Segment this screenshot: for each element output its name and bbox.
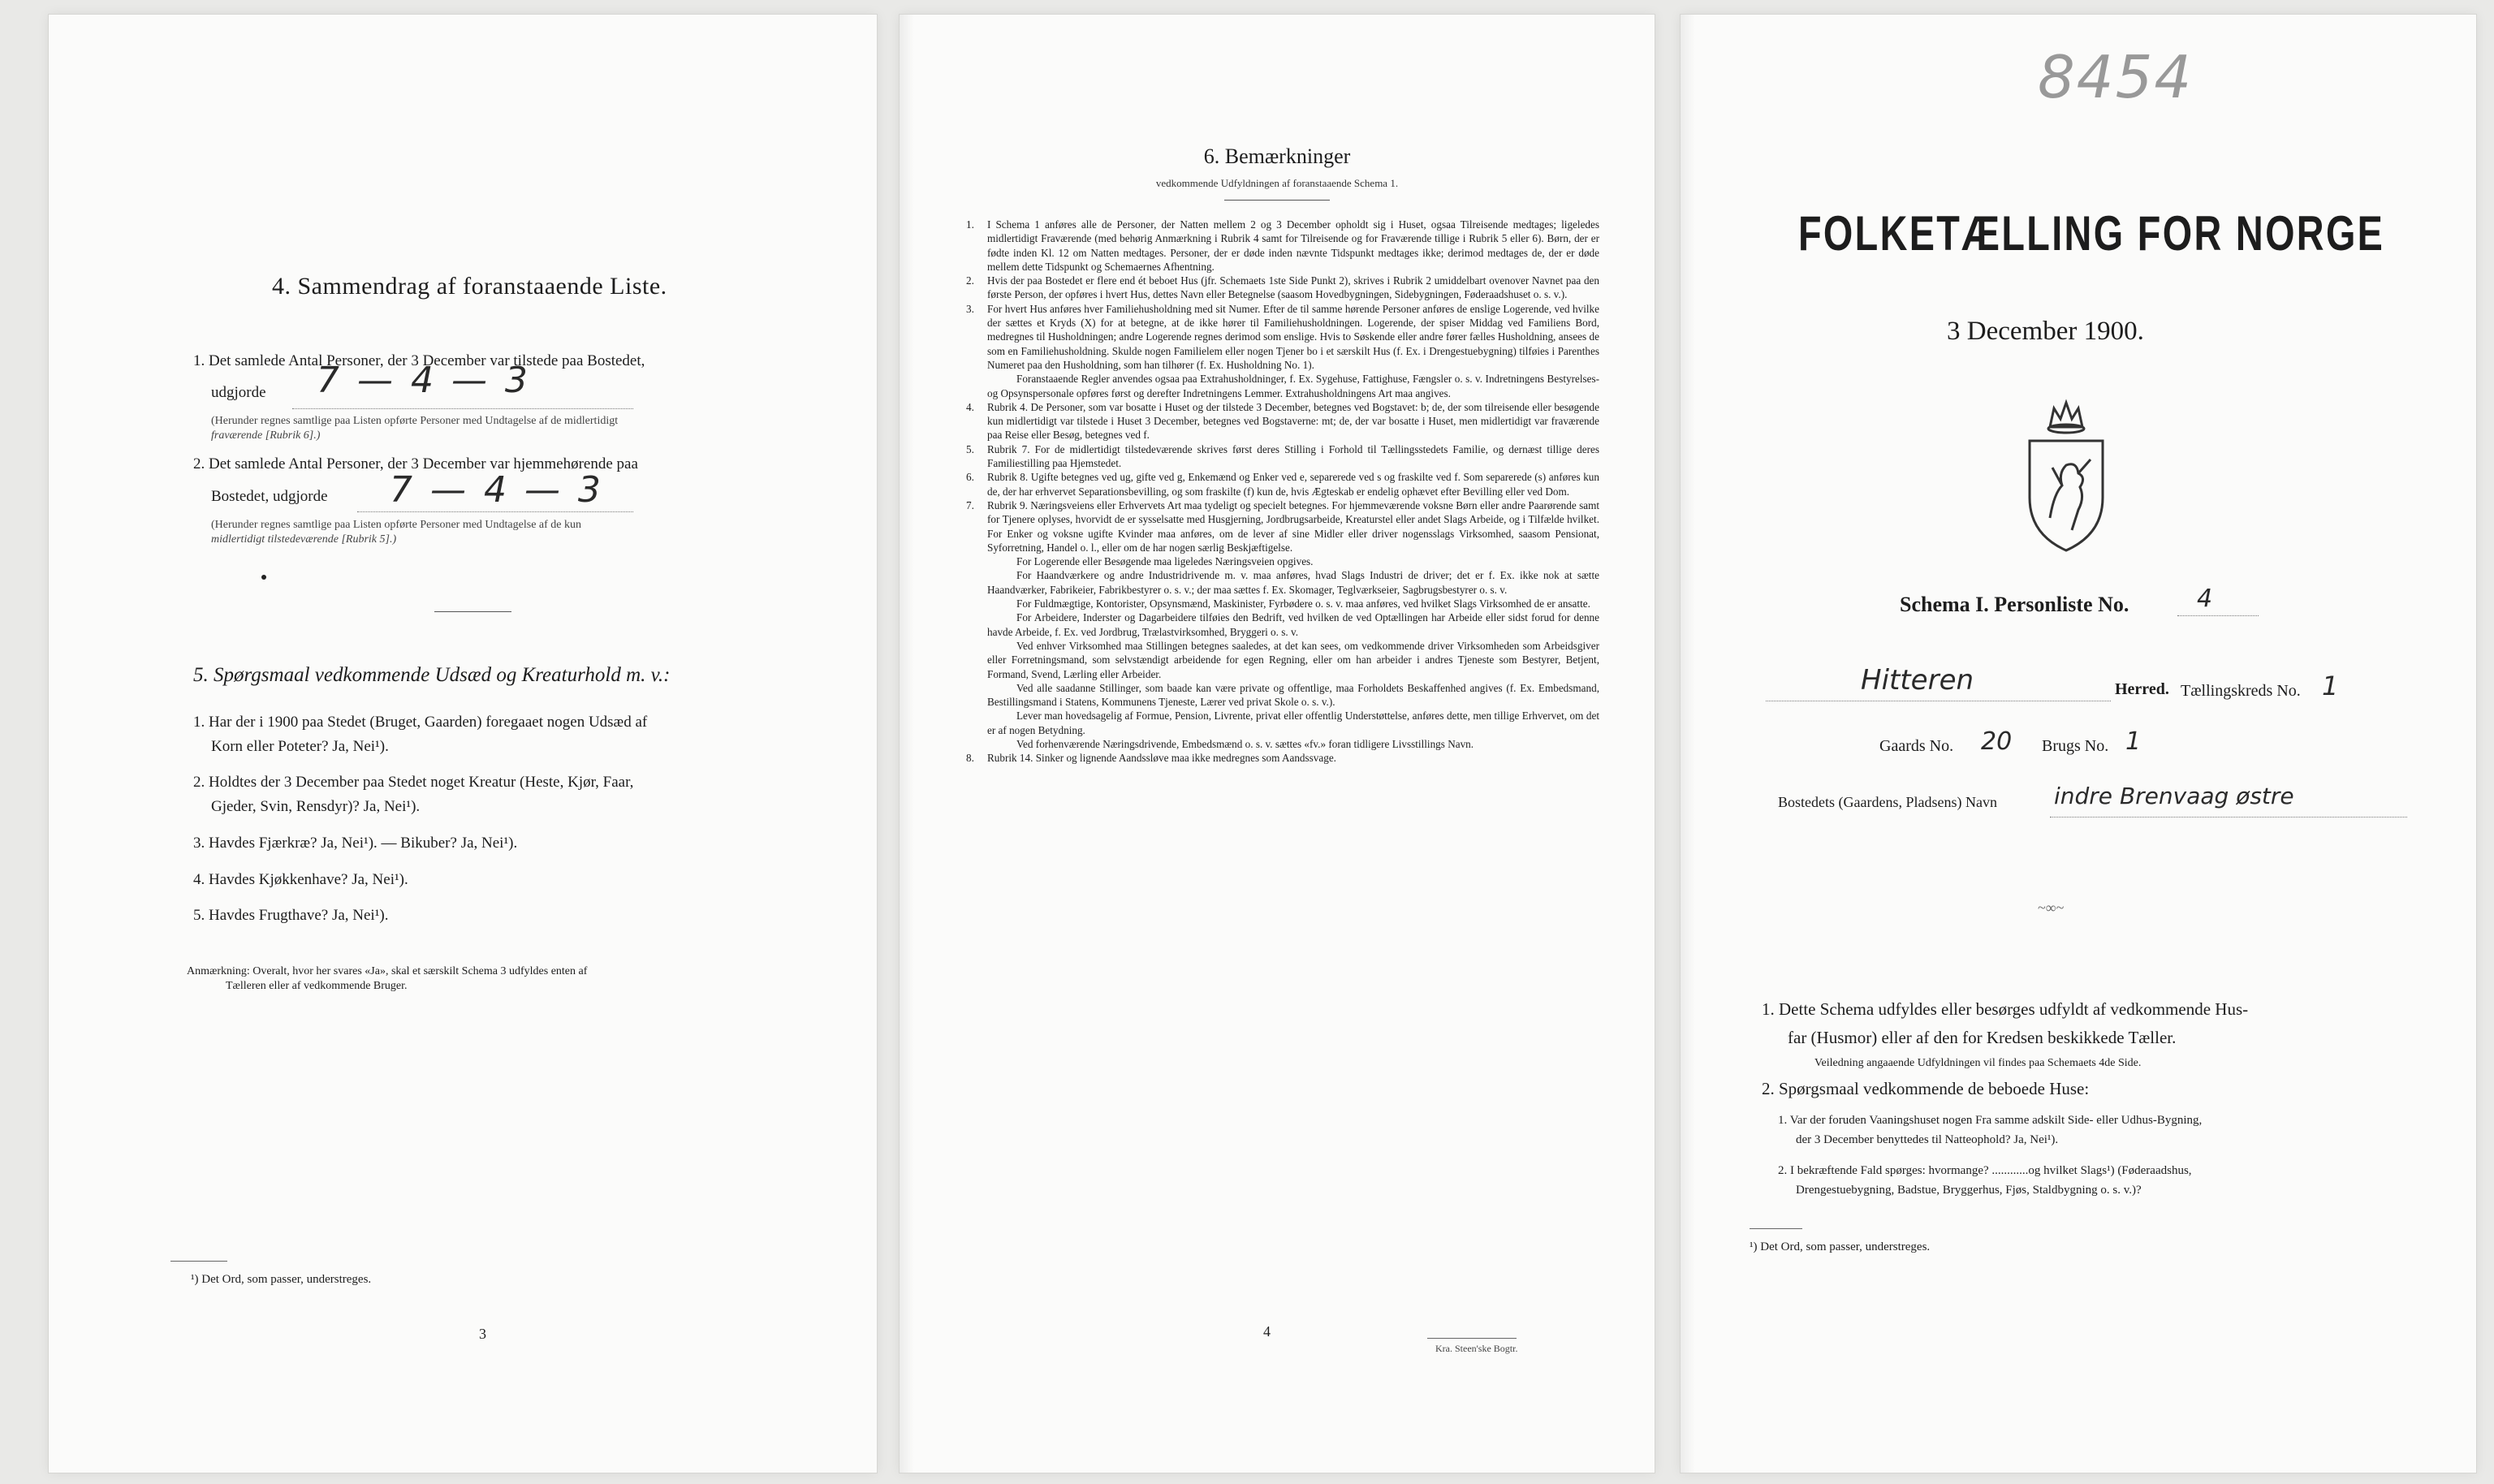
remark-text: For Logerende eller Besøgende maa ligeledes Næringsveien opgives.: [1016, 555, 1314, 568]
section-4-title: 4. Sammendrag af foranstaaende Liste.: [272, 273, 667, 300]
instruction-1a: 1. Dette Schema udfyldes eller besørges udfyldt af vedkommende Hus-: [1762, 999, 2249, 1019]
q2-line2: Bostedet, udgjorde: [211, 488, 328, 505]
remark-item: [966, 639, 1599, 681]
remark-text: For Arbeidere, Inderster og Dagarbeidere tilføies den Bedrift, ved hvilken de ved Optællingen har Arbeide eller sidst forud for denne havde Arbeide, f. Ex. ved Jordbrug, Trælastvirksomhed, Bryggeri o. s. v.: [987, 611, 1599, 638]
q5-4: 4. Havdes Kjøkkenhave? Ja, Nei¹).: [193, 871, 408, 888]
footnote: ¹) Det Ord, som passer, understreges.: [1750, 1240, 1931, 1253]
remark-item: [966, 442, 1599, 471]
anmaerkning-line2: Tælleren eller af vedkommende Bruger.: [226, 980, 408, 992]
remark-text: Rubrik 4. De Personer, som var bosatte i Huset og der tilstede 3 December, betegnes ved Bogstavet: b; de, der som tilreisende eller besøgende kun midlertidigt var tilstede i Huset 3 December, betegnes ved Bogstaverne: mt; de, der var bosatte i Huset, men midlertidigt var fraværende paa Reise eller Besøg, betegnes ved f.: [987, 400, 1599, 442]
census-date: 3 December 1900.: [1947, 317, 2144, 346]
remark-number: 7.: [966, 498, 974, 511]
q5-1b: Korn eller Poteter? Ja, Nei¹).: [211, 738, 389, 755]
footnote-rule: [170, 1261, 227, 1262]
footnote: ¹) Det Ord, som passer, understreges.: [191, 1273, 372, 1286]
herred-name: Hitteren: [1861, 664, 1974, 697]
q5-2b: Gjeder, Svin, Rensdyr)? Ja, Nei¹).: [211, 798, 421, 815]
remark-text: Lever man hovedsagelig af Formue, Pension, Livrente, privat eller offentlig Understøttelse, anføres dette, men tillige Erhvervet, om det er af nogen Betydning.: [987, 710, 1599, 736]
bosted-name: indre Brenvaag østre: [2054, 783, 2294, 809]
remark-text: Rubrik 8. Ugifte betegnes ved ug, gifte ved g, Enkemænd og Enker ved e, separerede ved s og fraskilte ved f. Som separerede (s) anføres kun de, der har erhvervet Separationsbevilling, og som fraskilte (f) kun de, hvis Ægteskab er endelig ophævet efter Bevilling eller ved Dom.: [987, 471, 1599, 498]
binding-shadow: [1681, 15, 1695, 1473]
front-page: [1681, 15, 2476, 1473]
remark-number: 4.: [966, 400, 974, 413]
anmaerkning-line1: Anmærkning: Overalt, hvor her svares «Ja», skal et særskilt Schema 3 udfyldes enten af: [187, 965, 588, 977]
q2-line1: 2. Det samlede Antal Personer, der 3 December var hjemmehørende paa: [193, 455, 638, 472]
ornament: ~∞~: [2038, 899, 2065, 916]
main-title: FOLKETÆLLING FOR NORGE: [1798, 206, 2385, 261]
remark-item: [966, 498, 1599, 554]
remark-text: I Schema 1 anføres alle de Personer, der Natten mellem 2 og 3 December opholdt sig i Huset, ogsaa Tilreisende medtages; ligeledes midlertidigt Fraværende (med behørig Anmærkning i Rubrik 4 samt for Tilreisende og for Fraværende tillige i Rubrik 5 eller 6). Børn, der er fødte inden Kl. 12 om Natten medtages. Personer, der er døde inden nævnte Tidspunkt medtages ikke; derimod medtages de, der er døde mellem dette Tidspunkt og Schemaernes Afhentning.: [987, 218, 1599, 273]
remark-item: [966, 568, 1599, 597]
remark-item: [966, 400, 1599, 442]
remark-item: [966, 554, 1599, 568]
handwritten-archive-number: 8454: [2038, 43, 2194, 111]
page-number: 4: [1263, 1323, 1271, 1339]
instruction-1c: Veiledning angaaende Udfyldningen vil findes paa Schemaets 4de Side.: [1814, 1057, 2142, 1069]
q5-3: 3. Havdes Fjærkræ? Ja, Nei¹). — Bikuber? Ja, Nei¹).: [193, 835, 518, 852]
remark-item: [966, 681, 1599, 710]
footnote-rule: [1750, 1228, 1802, 1229]
ink-dot: [261, 575, 266, 580]
q2-note2: midlertidigt tilstedeværende [Rubrik 5].): [211, 533, 397, 546]
q1-note2: fraværende [Rubrik 6].): [211, 429, 321, 442]
q2-answer-line: [357, 511, 633, 512]
q1-handwritten-tally: 7 — 4 — 3: [317, 360, 531, 401]
remark-text: For hvert Hus anføres hver Familiehusholdning med sit Numer. Efter de til samme hørende Personer anføres de enslige Logerende, ved hvilke der sættes et Kryds (X) for at betegne, at de ikke hører til Familiehusholdningen. Logerende, der spiser Middag ved Familiens Bord, medregnes til Husholdningen; andre Logerende regnes derimod som enslige. Hvis to Søskende eller andre fører fælles Husholdning, ansees de som en Familiehusholdning. Skulde nogen Familielem eller nogen Tjener bo i et særskilt Hus (f. Ex. i Drengestuebygning) tilføies i Parenthes Numeret paa den Husholdning, som han tilhører (f. Ex. Husholdning No. 1).: [987, 302, 1599, 371]
remark-item: [966, 470, 1599, 498]
gaards-number: 20: [1981, 727, 2013, 756]
herred-label: Herred.: [2115, 680, 2169, 698]
printer-rule: [1427, 1338, 1517, 1339]
personliste-line: [2177, 615, 2259, 616]
kreds-label: Tællingskreds No.: [2181, 682, 2301, 700]
norwegian-coat-of-arms-icon: [2022, 396, 2111, 559]
instruction-2-2b: Drengestuebygning, Badstue, Bryggerhus, Fjøs, Staldbygning o. s. v.)?: [1796, 1184, 2142, 1197]
remark-item: [966, 709, 1599, 737]
remark-item: [966, 610, 1599, 639]
remark-text: Ved alle saadanne Stillinger, som baade kan være private og offentlige, maa Forholdets Beskaffenhed angives (f. Ex. Embedsmand, Bestillingsmand i Statens, Kommunens Tjeneste, Lærer ved privat Skole o. s. v.).: [987, 681, 1599, 709]
remark-text: Ved enhver Virksomhed maa Stillingen betegnes saaledes, at det kan sees, om vedkommende driver Virksomheden som Arbeidsgiver eller Forretningsmand, som selvstændigt arbeidende for egen Regning, eller om han arbeider i andres Tjeneste som Bestyrer, Betjent, Formand, Svend, Lærling eller Arbeider.: [987, 639, 1599, 680]
remark-number: 5.: [966, 442, 974, 455]
gaards-label: Gaards No.: [1879, 737, 1954, 755]
brugs-label: Brugs No.: [2042, 737, 2109, 755]
remark-number: 6.: [966, 471, 974, 484]
remark-text: For Fuldmægtige, Kontorister, Opsynsmænd, Maskinister, Fyrbødere o. s. v. maa anføres, ved hvilket Slags Virksomhed de er ansatte.: [1016, 597, 1590, 610]
bosted-label: Bostedets (Gaardens, Pladsens) Navn: [1778, 794, 1997, 810]
q1-line2: udgjorde: [211, 384, 266, 401]
personliste-number: 4: [2197, 585, 2213, 613]
q5-5: 5. Havdes Frugthave? Ja, Nei¹).: [193, 907, 389, 924]
remark-item: [966, 372, 1599, 400]
remark-number: 8.: [966, 752, 974, 765]
instruction-2-1a: 1. Var der foruden Vaaningshuset nogen Fra samme adskilt Side- eller Udhus-Bygning,: [1778, 1114, 2203, 1127]
binding-shadow: [900, 15, 914, 1473]
remark-text: Foranstaaende Regler anvendes ogsaa paa Extrahusholdninger, f. Ex. Sygehuse, Fattighuse, Fængsler o. s. v. Indretningens Bestyrelses- og Opsynspersonale opføres først og derefter Indretningens Lemmer. Extrahusholdningens Art maa angives.: [987, 373, 1599, 399]
printer-mark: Kra. Steen'ske Bogtr.: [1435, 1343, 1518, 1354]
remark-text: Ved forhenværende Næringsdrivende, Embedsmænd o. s. v. sættes «fv.» foran tidligere Livsstillings Navn.: [1016, 737, 1474, 750]
remark-item: [966, 218, 1599, 274]
remark-number: 3.: [966, 302, 974, 315]
q1-answer-line: [292, 408, 633, 409]
section-divider: [1224, 200, 1330, 201]
page-4: [900, 15, 1655, 1473]
brugs-number: 1: [2125, 727, 2142, 756]
q5-1a: 1. Har der i 1900 paa Stedet (Bruget, Gaarden) foregaaet nogen Udsæd af: [193, 714, 648, 731]
remark-text: Rubrik 7. For de midlertidigt tilstedeværende skrives først deres Stilling i Forhold til Tællingsstedets Familie, og dernæst tillige deres Familiestilling paa Hjemstedet.: [987, 442, 1599, 470]
page-3: [49, 15, 877, 1473]
section-5-title: 5. Spørgsmaal vedkommende Udsæd og Kreaturhold m. v.:: [193, 664, 671, 686]
q2-note1: (Herunder regnes samtlige paa Listen opførte Personer med Undtagelse af de kun: [211, 519, 582, 531]
remarks-list: [966, 218, 1599, 766]
remark-item: [966, 302, 1599, 372]
instruction-1b: far (Husmor) eller af den for Kredsen beskikkede Tæller.: [1788, 1028, 2177, 1047]
instruction-2: 2. Spørgsmaal vedkommende de beboede Huse:: [1762, 1079, 2090, 1098]
section-6-subtitle: vedkommende Udfyldningen af foranstaaende Schema 1.: [1155, 177, 1399, 189]
kreds-number: 1: [2322, 671, 2339, 701]
remark-item: [966, 274, 1599, 302]
section-divider: [434, 611, 511, 612]
instruction-2-1b: der 3 December benyttedes til Natteophold? Ja, Nei¹).: [1796, 1133, 2059, 1146]
remark-number: 2.: [966, 274, 974, 287]
remark-item: [966, 751, 1599, 765]
q1-line1: 1. Det samlede Antal Personer, der 3 December var tilstede paa Bostedet,: [193, 352, 645, 369]
remark-text: Rubrik 14. Sinker og lignende Aandssløve maa ikke medregnes som Aandssvage.: [987, 752, 1336, 765]
schema-label: Schema I. Personliste No.: [1900, 593, 2129, 616]
remark-text: Rubrik 9. Næringsveiens eller Erhvervets Art maa tydeligt og specielt betegnes. For hjemmeværende voksne Børn eller andre Paarørende samt for Tjenere oplyses, hvorvidt de er sysselsatte med Husgjerning, Jordbrugsarbeide, Kreaturstel eller andet Slags Arbeide, og i Tilfælde hvilket. For Enker og voksne ugifte Kvinder maa anføres, om de lever af sine Midler eller driver nogensslags Virksomhed, saasom Pensionat, Syforretning, Handel o. l., eller om de har nogen særlig Beskjæftigelse.: [987, 498, 1599, 554]
page-number: 3: [479, 1326, 486, 1342]
q5-2a: 2. Holdtes der 3 December paa Stedet noget Kreatur (Heste, Kjør, Faar,: [193, 774, 634, 791]
remark-item: [966, 597, 1599, 610]
q2-handwritten-tally: 7 — 4 — 3: [390, 469, 604, 511]
remark-text: For Haandværkere og andre Industridrivende m. v. maa anføres, hvad Slags Industri de driver; det er f. Ex. ikke nok at sætte Haandværker, Fabrikeier, Fabrikbestyrer o. s. v.; der maa sættes f. Ex. Skomager, Teglværkseier, Sagbrugsbestyrer o. s. v.: [987, 569, 1599, 596]
q1-note1: (Herunder regnes samtlige paa Listen opførte Personer med Undtagelse af de midlertidigt: [211, 415, 619, 427]
remark-number: 1.: [966, 218, 974, 231]
remark-item: [966, 737, 1599, 751]
remark-text: Hvis der paa Bostedet er flere end ét beboet Hus (jfr. Schemaets 1ste Side Punkt 2), skrives i Rubrik 2 umiddelbart ovenover Navnet paa den første Person, der opføres i hvert Hus, dettes Navn eller Betegnelse (saasom Hovedbygningen, Sidebygningen, Føderaadshuset o. s. v.).: [987, 274, 1599, 301]
instruction-2-2a: 2. I bekræftende Fald spørges: hvormange? ............og hvilket Slags¹) (Føderaadshus,: [1778, 1164, 2192, 1177]
section-6-title: 6. Bemærkninger: [1203, 145, 1351, 168]
